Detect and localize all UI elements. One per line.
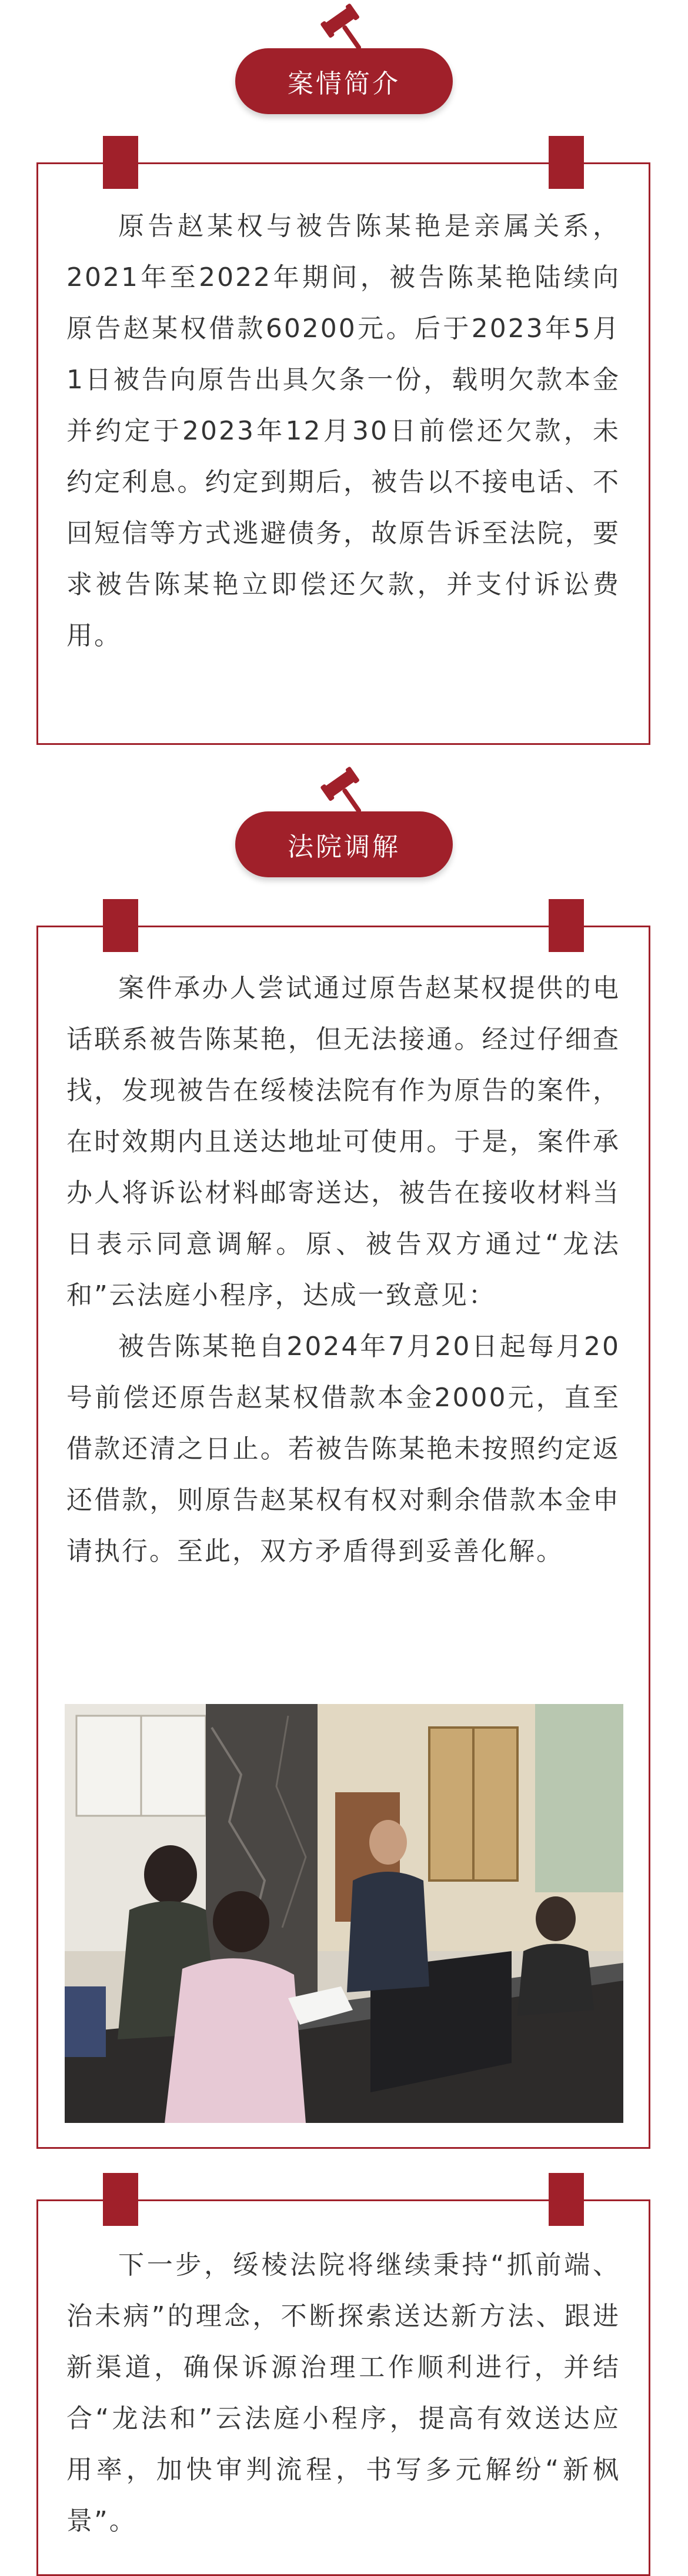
section-title: 案情简介: [235, 48, 453, 114]
case-summary-card: [36, 162, 650, 745]
mediation-paragraph-2: 被告陈某艳自2024年7月20日起每月20号前偿还原告赵某权借款本金2000元，直至借款还清之日止。若被告陈某艳未按照约定返还借款，则原告赵某权有权对剩余借款本金申请执行。至此，双方矛盾得到妥善化解。: [66, 1332, 620, 1566]
court-mediation-card: [36, 926, 650, 2149]
decorative-tab: [103, 136, 138, 189]
decorative-tab: [103, 2173, 138, 2226]
decorative-tab: [549, 136, 584, 189]
section-heading-case-summary: [0, 0, 688, 118]
section-title: 法院调解: [235, 811, 453, 877]
mediation-paragraph-1: 案件承办人尝试通过原告赵某权提供的电话联系被告陈某艳，但无法接通。经过仔细查找，发现被告在绥棱法院有作为原告的案件，在时效期内且送达地址可使用。于是，案件承办人将诉讼材料邮寄送达，被告在接收材料当日表示同意调解。原、被告双方通过“龙法和”云法庭小程序，达成一致意见：: [66, 973, 620, 1310]
courtroom-photo-illustration: [65, 1704, 623, 2123]
mediation-photo: [65, 1704, 623, 2123]
section-heading-court-mediation: [0, 763, 688, 881]
decorative-tab: [549, 2173, 584, 2226]
next-steps-paragraph: 下一步，绥棱法院将继续秉持“抓前端、治未病”的理念，不断探索送达新方法、跟进新渠道，确保诉源治理工作顺利进行，并结合“龙法和”云法庭小程序，提高有效送达应用率，加快审判流程，书写多元解纷“新枫景”。: [66, 2250, 620, 2536]
decorative-tab: [103, 899, 138, 952]
case-summary-paragraph: 原告赵某权与被告陈某艳是亲属关系，2021年至2022年期间，被告陈某艳陆续向原告赵某权借款60200元。后于2023年5月1日被告向原告出具欠条一份，载明欠款本金并约定于2023年12月30日前偿还欠款，未约定利息。约定到期后，被告以不接电话、不回短信等方式逃避债务，故原告诉至法院，要求被告陈某艳立即偿还欠款，并支付诉讼费用。: [66, 211, 620, 651]
next-steps-card: [36, 2199, 650, 2576]
decorative-tab: [549, 899, 584, 952]
